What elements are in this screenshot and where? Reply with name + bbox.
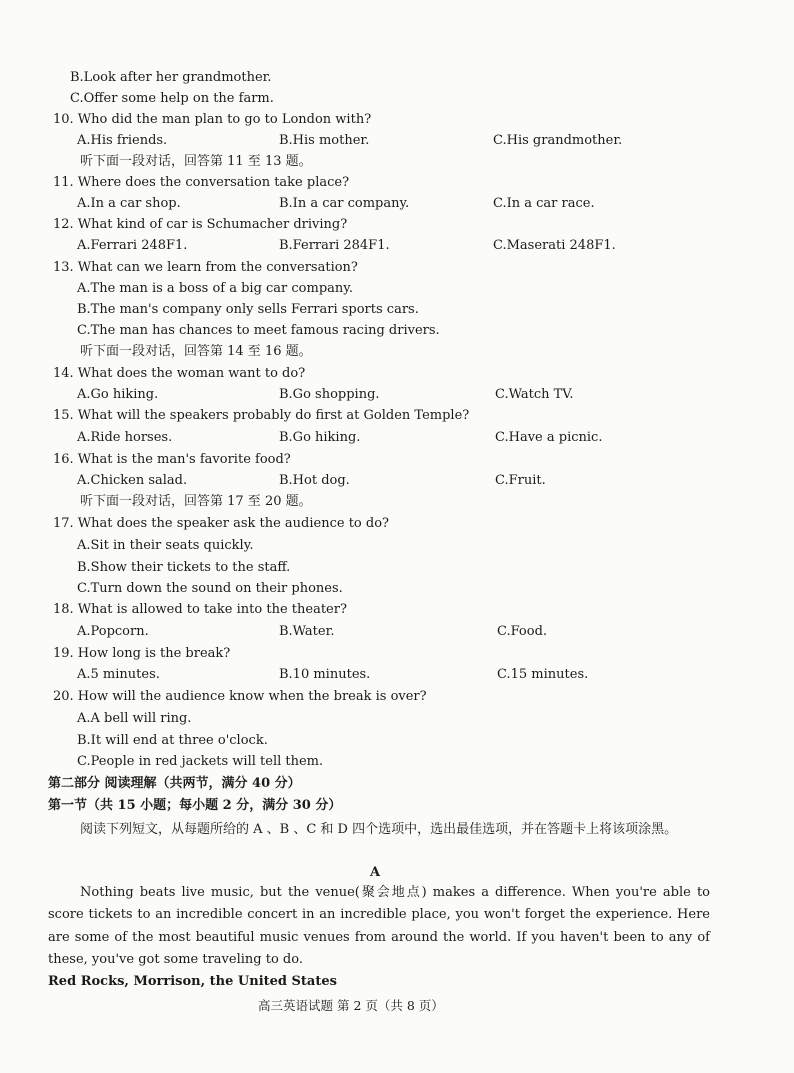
q13-option-a: A.The man is a boss of a big car company. [77, 281, 354, 296]
q10-option-a: A.His friends. [77, 133, 168, 148]
part2-title: 第二部分 阅读理解（共两节，满分 40 分） [48, 776, 301, 791]
q20-stem: 20. How will the audience know when the break is over? [53, 689, 427, 704]
q18-option-c: C.Food. [497, 624, 548, 639]
q15-stem: 15. What will the speakers probably do first at Golden Temple? [53, 408, 470, 423]
q16-stem: 16. What is the man's favorite food? [53, 452, 291, 467]
passage-label: A [370, 865, 381, 880]
section1-title: 第一节（共 15 小题；每小题 2 分，满分 30 分） [48, 798, 342, 813]
q16-option-b: B.Hot dog. [279, 473, 350, 488]
q17-option-c: C.Turn down the sound on their phones. [77, 581, 343, 596]
q18-stem: 18. What is allowed to take into the theater? [53, 602, 347, 617]
q19-option-a: A.5 minutes. [77, 667, 160, 682]
q12-option-c: C.Maserati 248F1. [493, 238, 616, 253]
q16-option-c: C.Fruit. [495, 473, 546, 488]
q10-option-c: C.His grandmother. [493, 133, 623, 148]
q17-option-a: A.Sit in their seats quickly. [77, 538, 254, 553]
directions-11-13: 听下面一段对话，回答第 11 至 13 题。 [80, 154, 312, 169]
q20-option-c: C.People in red jackets will tell them. [77, 754, 324, 769]
q11-option-b: B.In a car company. [279, 196, 410, 211]
q19-option-c: C.15 minutes. [497, 667, 589, 682]
q13-stem: 13. What can we learn from the conversation? [53, 260, 358, 275]
q18-option-a: A.Popcorn. [77, 624, 149, 639]
q16-option-a: A.Chicken salad. [77, 473, 188, 488]
q10-option-b: B.His mother. [279, 133, 370, 148]
q19-option-b: B.10 minutes. [279, 667, 371, 682]
q11-option-c: C.In a car race. [493, 196, 595, 211]
venue-subheading: Red Rocks, Morrison, the United States [48, 974, 337, 989]
q10-stem: 10. Who did the man plan to go to London with? [53, 112, 372, 127]
q17-option-b: B.Show their tickets to the staff. [77, 560, 291, 575]
q14-stem: 14. What does the woman want to do? [53, 366, 306, 381]
q14-option-a: A.Go hiking. [77, 387, 159, 402]
q9-option-b: B.Look after her grandmother. [70, 70, 272, 85]
q12-option-a: A.Ferrari 248F1. [77, 238, 188, 253]
q11-stem: 11. Where does the conversation take place? [53, 175, 350, 190]
passage-a-intro: Nothing beats live music, but the venue(聚会地点) makes a difference. When you're able to score tickets to an incredible concert in an incredible place, you won't forget the experience. Here are some of the most beautiful music venues from around the world. If you haven't been to any of these, you've got some traveling to do. [48, 885, 710, 967]
q19-stem: 19. How long is the break? [53, 646, 231, 661]
q15-option-c: C.Have a picnic. [495, 430, 603, 445]
directions-17-20: 听下面一段对话，回答第 17 至 20 题。 [80, 494, 312, 509]
q14-option-c: C.Watch TV. [495, 387, 574, 402]
reading-instructions: 阅读下列短文，从每题所给的 A 、B 、C 和 D 四个选项中，选出最佳选项，并在答题卡上将该项涂黑。 [80, 822, 678, 837]
q20-option-b: B.It will end at three o'clock. [77, 733, 268, 748]
q9-option-c: C.Offer some help on the farm. [70, 91, 274, 106]
q15-option-a: A.Ride horses. [77, 430, 173, 445]
directions-14-16: 听下面一段对话，回答第 14 至 16 题。 [80, 344, 312, 359]
q13-option-c: C.The man has chances to meet famous racing drivers. [77, 323, 440, 338]
q18-option-b: B.Water. [279, 624, 335, 639]
q20-option-a: A.A bell will ring. [77, 711, 192, 726]
q12-stem: 12. What kind of car is Schumacher driving? [53, 217, 348, 232]
q11-option-a: A.In a car shop. [77, 196, 181, 211]
page-footer: 高三英语试题 第 2 页（共 8 页） [258, 998, 444, 1013]
q12-option-b: B.Ferrari 284F1. [279, 238, 390, 253]
q17-stem: 17. What does the speaker ask the audience to do? [53, 516, 390, 531]
q14-option-b: B.Go shopping. [279, 387, 380, 402]
q13-option-b: B.The man's company only sells Ferrari sports cars. [77, 302, 419, 317]
q15-option-b: B.Go hiking. [279, 430, 361, 445]
